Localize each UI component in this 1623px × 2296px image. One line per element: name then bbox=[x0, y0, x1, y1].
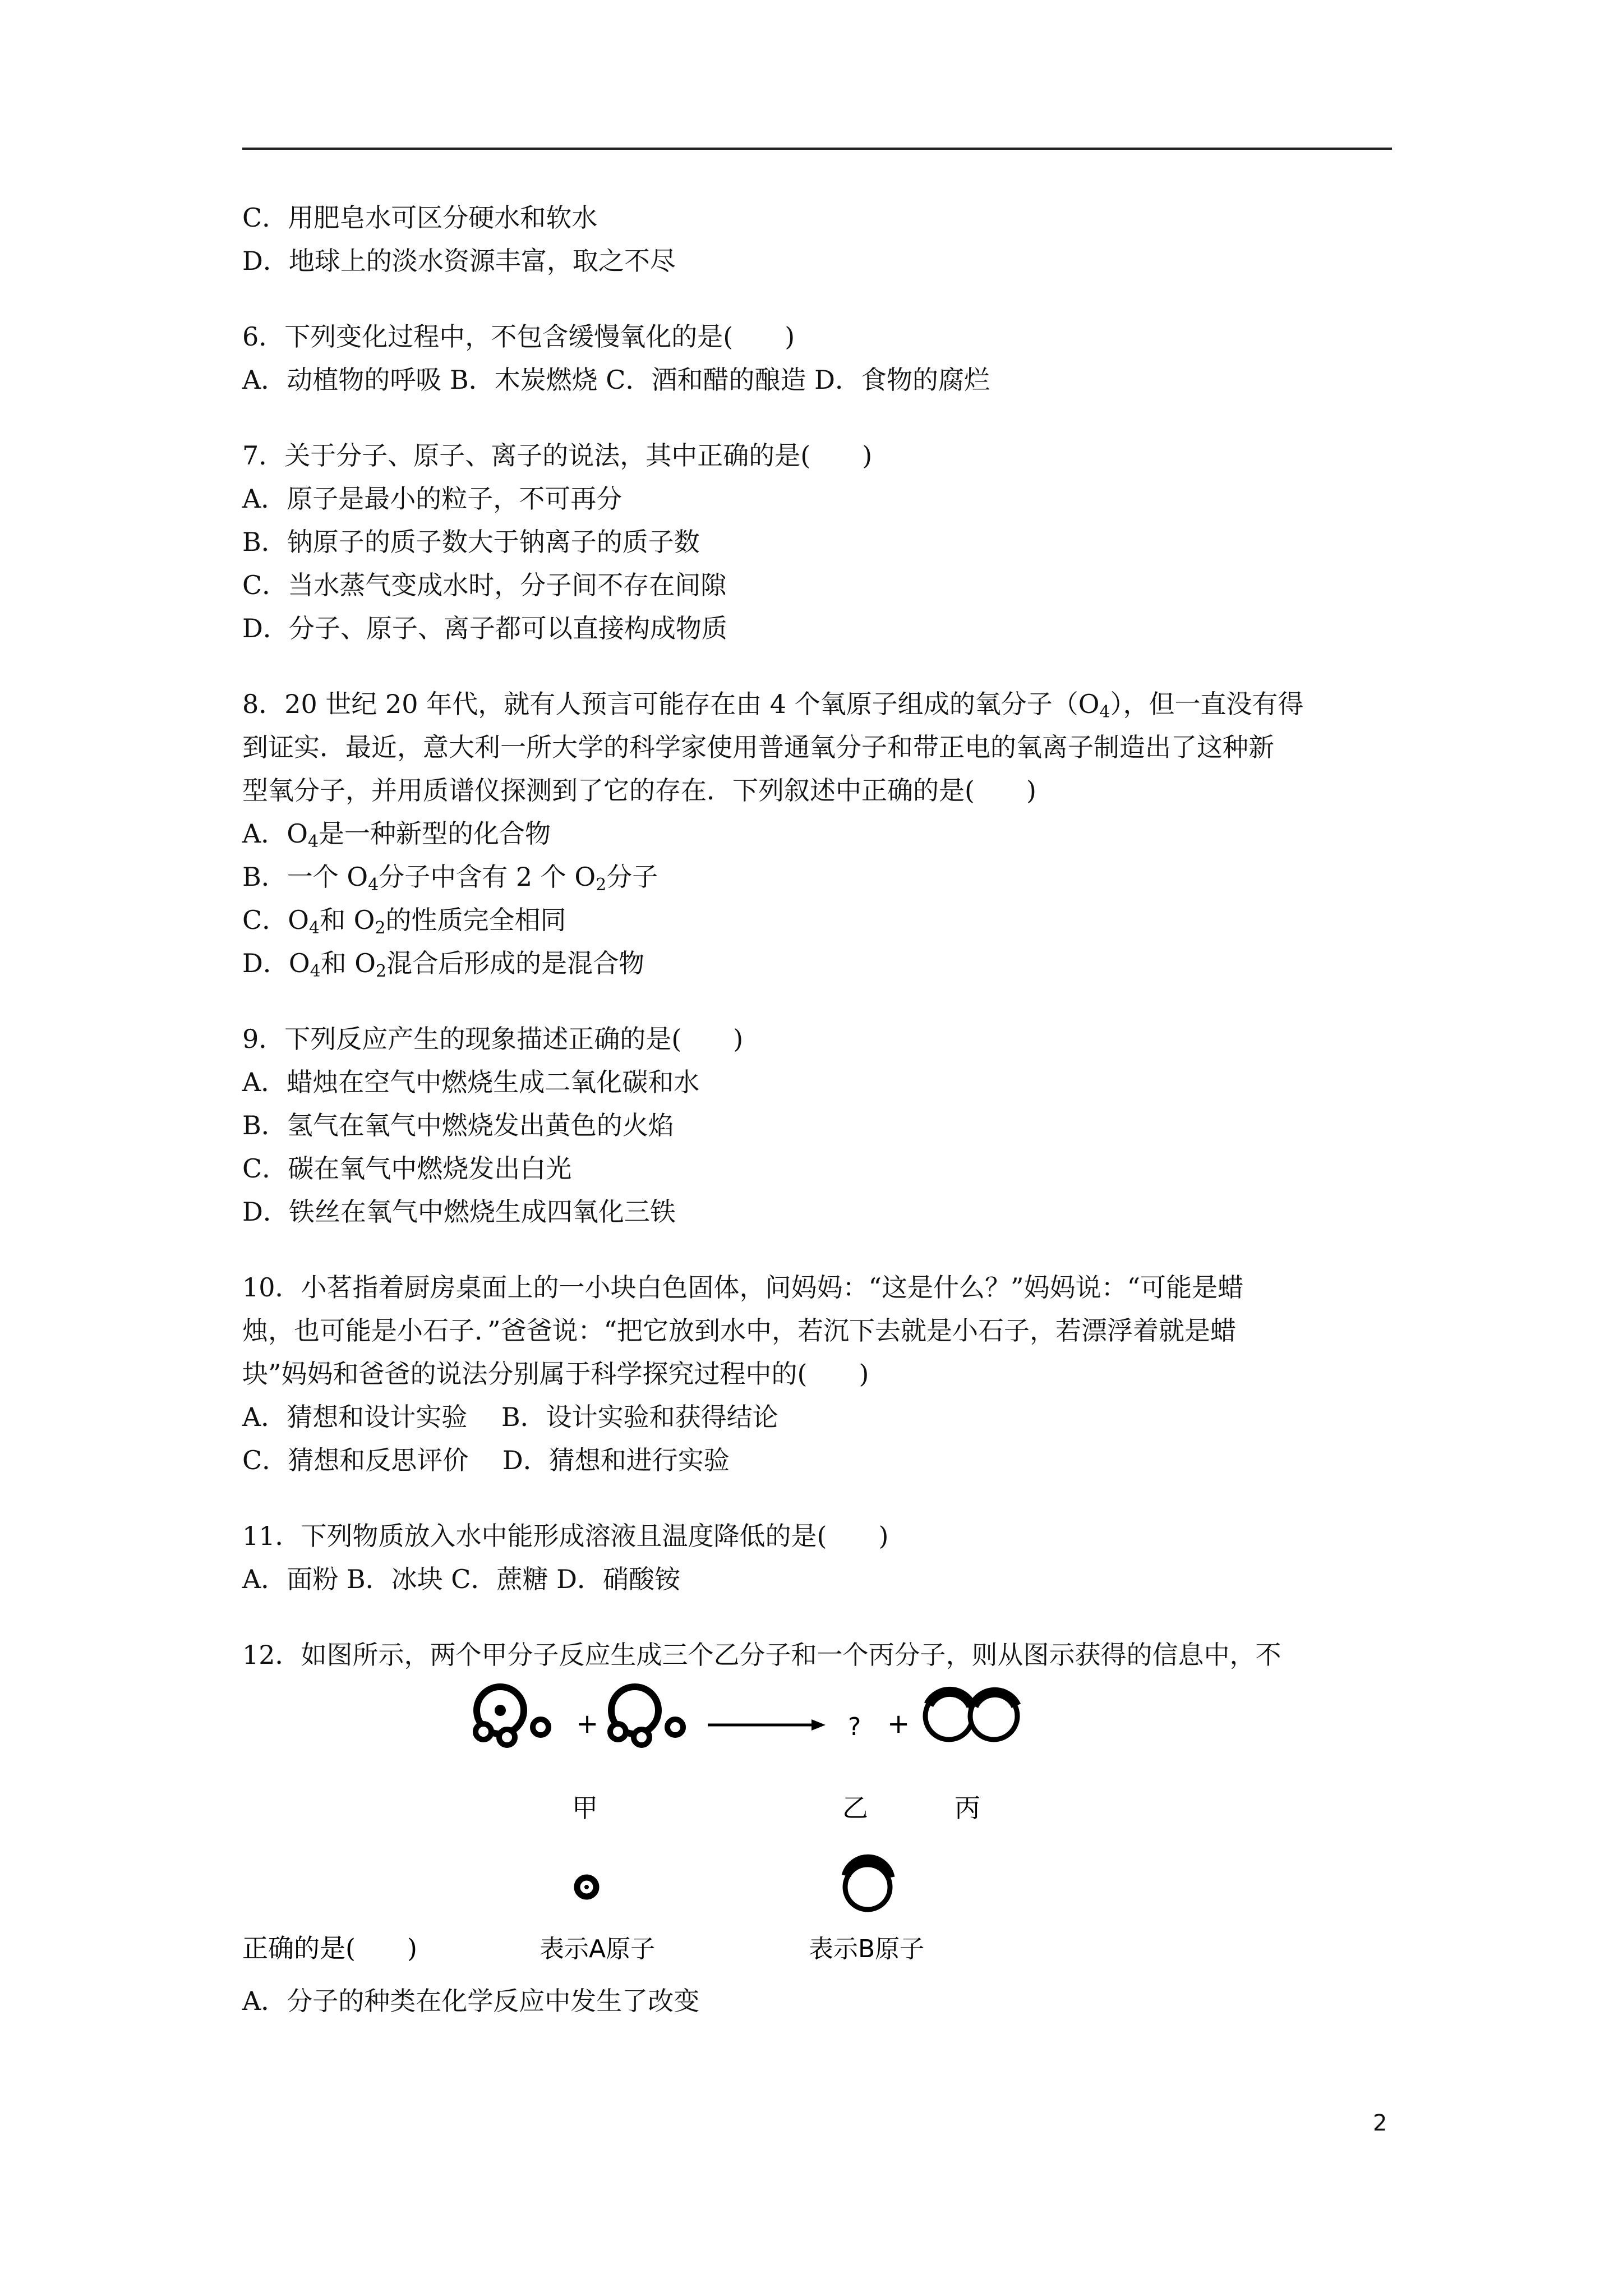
reaction-figure bbox=[242, 1677, 1398, 1968]
q12-stem-end: 正确的是( ) bbox=[242, 1933, 417, 1963]
q9-option-a: A．蜡烛在空气中燃烧生成二氧化碳和水 bbox=[242, 1067, 700, 1097]
q10-stem-line-1: 10．小茗指着厨房桌面上的一小块白色固体，问妈妈：“这是什么？”妈妈说：“可能是蜡 bbox=[242, 1272, 1244, 1303]
q8-option-d bbox=[242, 942, 1398, 985]
q8-a-text: A．O bbox=[242, 818, 308, 849]
plus-sign-1: + bbox=[576, 1708, 599, 1740]
q8-stem-line-3: 型氧分子，并用质谱仪探测到了它的存在．下列叙述中正确的是( ) bbox=[242, 775, 1036, 806]
molecule-jia-1 bbox=[476, 1687, 548, 1745]
q8-option-b bbox=[242, 855, 1398, 899]
question-6 bbox=[242, 315, 1398, 402]
q5-option-c: C．用肥皂水可区分硬水和软水 bbox=[242, 203, 598, 233]
q8-c-sub-2: 2 bbox=[375, 918, 386, 938]
question-11 bbox=[242, 1515, 1398, 1601]
q8-b-sub: 4 bbox=[368, 875, 379, 895]
q8-stem-text-2: ），但一直没有得 bbox=[1110, 689, 1304, 719]
q9-option-d: D．铁丝在氧气中燃烧生成四氧化三铁 bbox=[242, 1197, 676, 1227]
molecule-jia-2 bbox=[610, 1687, 683, 1745]
reaction-arrow bbox=[708, 1719, 826, 1731]
q10-stem-line-2: 烛，也可能是小石子．”爸爸说：“把它放到水中，若沉下去就是小石子，若漂浮着就是蜡 bbox=[242, 1315, 1237, 1346]
q12-stem: 12．如图所示，两个甲分子反应生成三个乙分子和一个丙分子，则从图示获得的信息中，不 bbox=[242, 1640, 1281, 1670]
q7-stem: 7．关于分子、原子、离子的说法，其中正确的是( ) bbox=[242, 440, 873, 471]
q7-option-a: A．原子是最小的粒子，不可再分 bbox=[242, 484, 623, 514]
q11-stem: 11．下列物质放入水中能形成溶液且温度降低的是( ) bbox=[242, 1521, 889, 1551]
q10-stem-line-3: 块”妈妈和爸爸的说法分别属于科学探究过程中的( ) bbox=[242, 1359, 869, 1389]
question-12 bbox=[242, 1634, 1398, 2023]
q10-options-line-2: C．猜想和反思评价 D．猜想和进行实验 bbox=[242, 1445, 730, 1475]
label-jia: 甲 bbox=[572, 1793, 598, 1823]
q6-options: A．动植物的呼吸 B．木炭燃烧 C．酒和醋的酿造 D．食物的腐烂 bbox=[242, 365, 990, 395]
molecule-bing bbox=[925, 1692, 1017, 1740]
q8-stem-line-2: 到证实．最近，意大利一所大学的科学家使用普通氧分子和带正电的氧离子制造出了这种新 bbox=[242, 732, 1274, 762]
question-9 bbox=[242, 1018, 1398, 1234]
q5-option-d: D．地球上的淡水资源丰富，取之不尽 bbox=[242, 246, 676, 276]
legend-b-label: 表示B原子 bbox=[809, 1935, 925, 1963]
q8-c-text-2: 和 O bbox=[320, 905, 375, 935]
q8-a-text-2: 是一种新型的化合物 bbox=[319, 818, 551, 849]
q7-option-c: C．当水蒸气变成水时，分子间不存在间隙 bbox=[242, 570, 727, 600]
q8-d-text: D．O bbox=[242, 948, 310, 978]
q8-c-text-3: 的性质完全相同 bbox=[385, 905, 566, 935]
label-bing: 丙 bbox=[955, 1793, 980, 1823]
q7-option-b: B．钠原子的质子数大于钠离子的质子数 bbox=[242, 527, 700, 557]
q9-option-c: C．碳在氧气中燃烧发出白光 bbox=[242, 1153, 572, 1184]
q10-options-line-1: A．猜想和设计实验 B．设计实验和获得结论 bbox=[242, 1402, 778, 1432]
legend-atom-a-icon bbox=[577, 1878, 596, 1897]
q8-c-sub: 4 bbox=[308, 918, 320, 938]
question-5-tail bbox=[242, 196, 1398, 283]
question-8 bbox=[242, 683, 1398, 985]
legend-atom-b-icon bbox=[845, 1859, 890, 1910]
q8-d-text-3: 混合后形成的是混合物 bbox=[386, 948, 645, 978]
question-10 bbox=[242, 1266, 1398, 1482]
q11-options: A．面粉 B．冰块 C．蔗糖 D．硝酸铵 bbox=[242, 1564, 680, 1594]
q6-stem: 6．下列变化过程中，不包含缓慢氧化的是( ) bbox=[242, 321, 795, 352]
plus-sign-2: + bbox=[887, 1708, 910, 1740]
q7-option-d: D．分子、原子、离子都可以直接构成物质 bbox=[242, 613, 727, 643]
q8-b-text-3: 分子 bbox=[606, 862, 658, 892]
q8-a-sub: 4 bbox=[307, 832, 319, 852]
header-rule bbox=[242, 148, 1392, 150]
q8-d-text-2: 和 O bbox=[320, 948, 376, 978]
q8-c-text: C．O bbox=[242, 905, 309, 935]
q8-b-sub-2: 2 bbox=[596, 875, 607, 895]
page-number: 2 bbox=[1373, 2110, 1387, 2136]
q8-subscript: 4 bbox=[1099, 702, 1110, 722]
question-7 bbox=[242, 434, 1398, 650]
q8-option-a bbox=[242, 812, 1398, 855]
q8-d-sub-2: 2 bbox=[376, 961, 387, 981]
legend-a-label: 表示A原子 bbox=[540, 1935, 656, 1963]
q8-d-sub: 4 bbox=[310, 961, 321, 981]
q8-stem-text-1: 8．20 世纪 20 年代，就有人预言可能存在由 4 个氧原子组成的氧分子（O bbox=[242, 689, 1100, 719]
label-yi: 乙 bbox=[842, 1793, 868, 1823]
q9-option-b: B．氢气在氧气中燃烧发出黄色的火焰 bbox=[242, 1110, 674, 1140]
q9-stem: 9．下列反应产生的现象描述正确的是( ) bbox=[242, 1024, 744, 1054]
q8-b-text-2: 分子中含有 2 个 O bbox=[379, 862, 596, 892]
q8-stem-line-1 bbox=[242, 683, 1398, 726]
page-content bbox=[242, 196, 1398, 2055]
q8-b-text: B．一个 O bbox=[242, 862, 368, 892]
q12-option-a: A．分子的种类在化学反应中发生了改变 bbox=[242, 1986, 700, 2016]
unknown-product-mark: ? bbox=[848, 1713, 861, 1741]
reaction-diagram bbox=[242, 1677, 1398, 1968]
q8-option-c bbox=[242, 899, 1398, 942]
